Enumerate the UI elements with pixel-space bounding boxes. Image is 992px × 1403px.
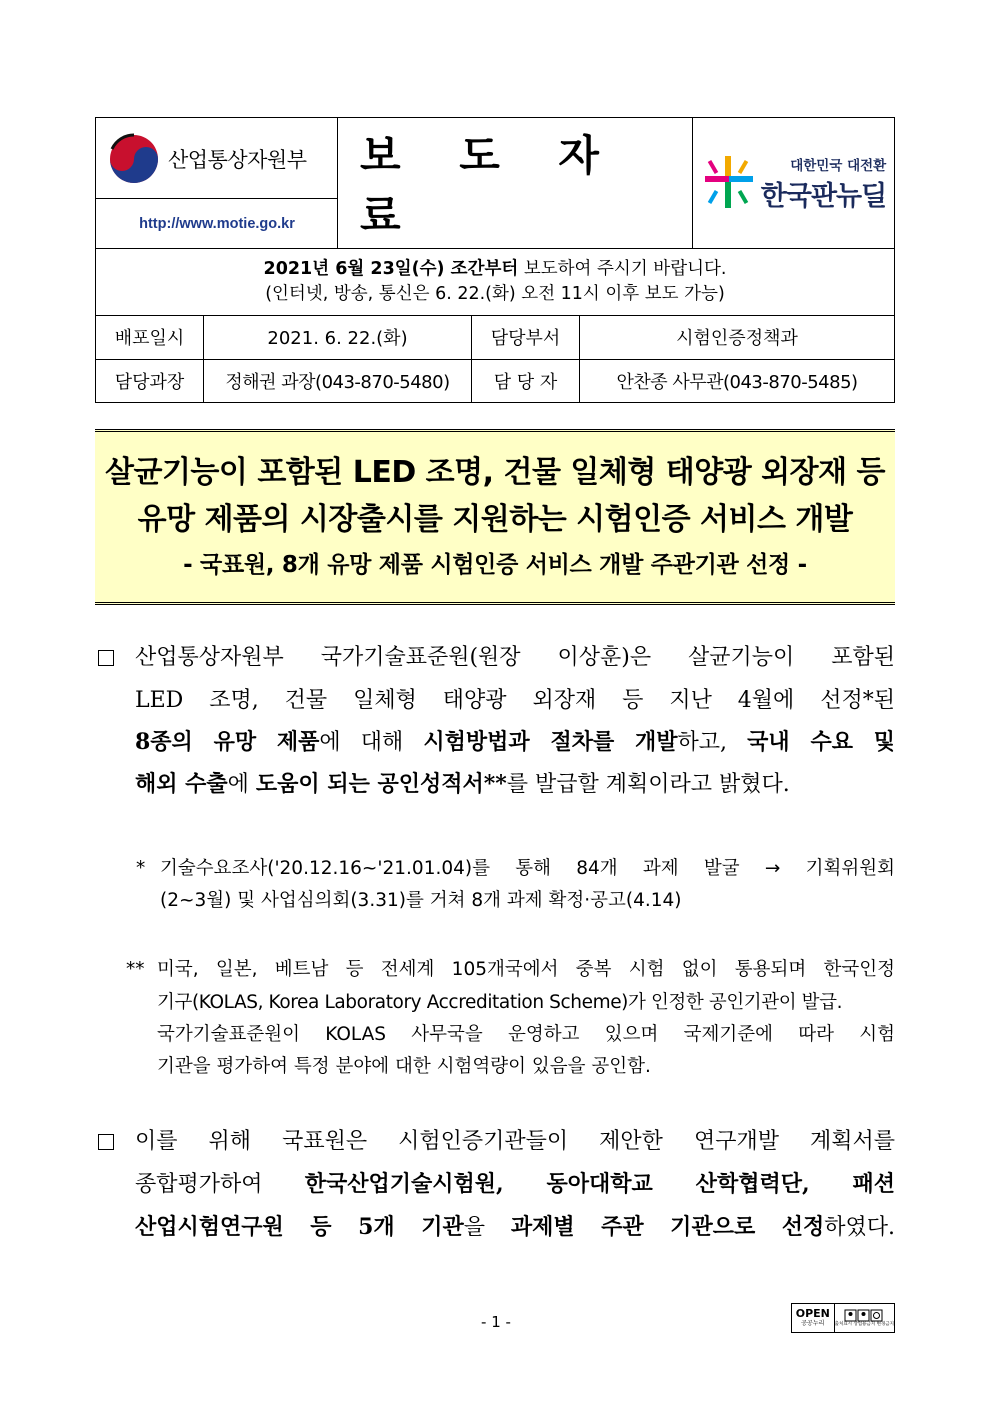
info-row-date <box>96 315 894 359</box>
kogl-sub-label: 공공누리 <box>801 1320 825 1327</box>
highlight-domestic: 국내 수요 및 <box>747 729 895 755</box>
paragraph-1-line-2: LED 조명, 건물 일체형 태양광 외장재 등 지난 4월에 선정*된 <box>135 688 895 713</box>
text-fragment: 종합평가하여 <box>135 1172 305 1197</box>
bullet-box-icon <box>98 1134 114 1150</box>
highlight-export: 해외 수출 <box>135 771 228 797</box>
info-row-contact <box>96 359 894 403</box>
text-fragment: 를 발급할 계획이라고 밝혔다. <box>506 772 790 797</box>
text-fragment: 을 <box>463 1215 511 1240</box>
paragraph-2-line-1: 이를 위해 국표원은 시험인증기관들이 제안한 연구개발 계획서를 <box>135 1129 895 1154</box>
embargo-line-1 <box>264 257 727 282</box>
headline-box <box>95 429 895 605</box>
embargo-date: 2021년 6월 23일(수) 조간부터 <box>263 258 519 279</box>
note-2-line-2: 기구(KOLAS, Korea Laboratory Accreditation Scheme)가 인정한 공인기관이 발급. <box>157 992 843 1013</box>
staff-value: 안찬종 사무관(043-870-5485) <box>616 372 858 393</box>
kogl-type-label: 출처표시 상업용금지 변경금지 <box>834 1321 894 1327</box>
paragraph-1-line-1: 산업통상자원부 국가기술표준원(원장 이상훈)은 살균기능이 포함된 <box>135 645 895 670</box>
embargo-line-2: (인터넷, 방송, 통신은 6. 22.(화) 오전 11시 이후 보도 가능) <box>265 283 725 304</box>
manager-label: 담당과장 <box>96 359 204 403</box>
taegeuk-logo-icon <box>108 133 160 185</box>
ministry-name: 산업통상자원부 <box>168 147 307 172</box>
url-cell <box>96 199 338 248</box>
paragraph-2-line-2 <box>135 1163 895 1206</box>
bullet-box-icon <box>98 650 114 666</box>
headline-subtitle: - 국표원, 8개 유망 제품 시험인증 서비스 개발 주관기관 선정 - <box>183 552 807 578</box>
headline-line-1: 살균기능이 포함된 LED 조명, 건물 일체형 태양광 외장재 등 <box>104 455 886 490</box>
text-fragment: 에 대해 <box>319 730 424 755</box>
highlight-certificate: 도움이 되는 공인성적서** <box>255 771 507 797</box>
highlight-products: 8종의 유망 제품 <box>135 729 320 755</box>
ministry-logo-cell <box>96 118 338 199</box>
embargo-notice <box>96 248 894 315</box>
page-number: - 1 - <box>481 1313 511 1331</box>
note-1-line-1: 기술수요조사('20.12.16~'21.01.04)를 통해 84개 과제 발굴 → 기획위원회 <box>160 858 895 879</box>
highlight-selection: 과제별 주관 기관으로 선정 <box>510 1214 825 1240</box>
date-value: 2021. 6. 22.(화) <box>204 315 472 359</box>
note-2-mark: ** <box>126 959 145 980</box>
highlight-five-institutions: 산업시험연구원 등 5개 기관 <box>135 1214 464 1240</box>
text-fragment: 하고, <box>677 730 748 755</box>
note-2-line-1: 미국, 일본, 베트남 등 전세계 105개국에서 중복 시험 없이 통용되며 한국인정 <box>157 959 895 980</box>
note-1-mark: * <box>136 858 146 879</box>
newdeal-title: 한국판뉴딜 <box>760 180 887 212</box>
manager-value: 정해권 과장(043-870-5480) <box>204 359 472 403</box>
dept-value: 시험인증정책과 <box>676 328 798 349</box>
paragraph-1-line-4 <box>135 763 895 806</box>
header-table <box>95 117 895 403</box>
staff-label: 담 당 자 <box>472 359 580 403</box>
paragraph-2-line-3 <box>135 1206 895 1249</box>
date-label: 배포일시 <box>96 315 204 359</box>
paragraph-1-line-3 <box>135 721 895 764</box>
highlight-institutions: 한국산업기술시험원, 동아대학교 산학협력단, 패션 <box>304 1171 895 1197</box>
headline-line-2: 유망 제품의 시장출시를 지원하는 시험인증 서비스 개발 <box>137 502 853 537</box>
dept-label: 담당부서 <box>472 315 580 359</box>
newdeal-logo-cell <box>693 118 894 248</box>
release-title: 보 도 자 료 <box>360 131 621 240</box>
newdeal-tagline: 대한민국 대전환 <box>790 157 887 174</box>
highlight-methods: 시험방법과 절차를 개발 <box>423 729 678 755</box>
kogl-badge <box>791 1303 895 1333</box>
release-title-cell <box>338 118 693 248</box>
note-2-line-4: 기관을 평가하여 특정 분야에 대한 시험역량이 있음을 공인함. <box>157 1056 651 1077</box>
kogl-license-icons <box>844 1309 884 1322</box>
note-2-line-3: 국가기술표준원이 KOLAS 사무국을 운영하고 있으며 국제기준에 따라 시험 <box>157 1024 895 1045</box>
text-fragment: 하였다. <box>824 1215 895 1240</box>
embargo-request: 보도하여 주시기 바랍니다. <box>518 258 727 279</box>
text-fragment: 에 <box>227 772 256 797</box>
note-1-line-2: (2~3월) 및 사업심의회(3.31)를 거쳐 8개 과제 확정·공고(4.14) <box>160 890 682 911</box>
ministry-url-link[interactable]: http://www.motie.go.kr <box>139 215 295 232</box>
newdeal-star-icon <box>701 152 757 214</box>
kogl-open-label: OPEN <box>795 1307 830 1320</box>
